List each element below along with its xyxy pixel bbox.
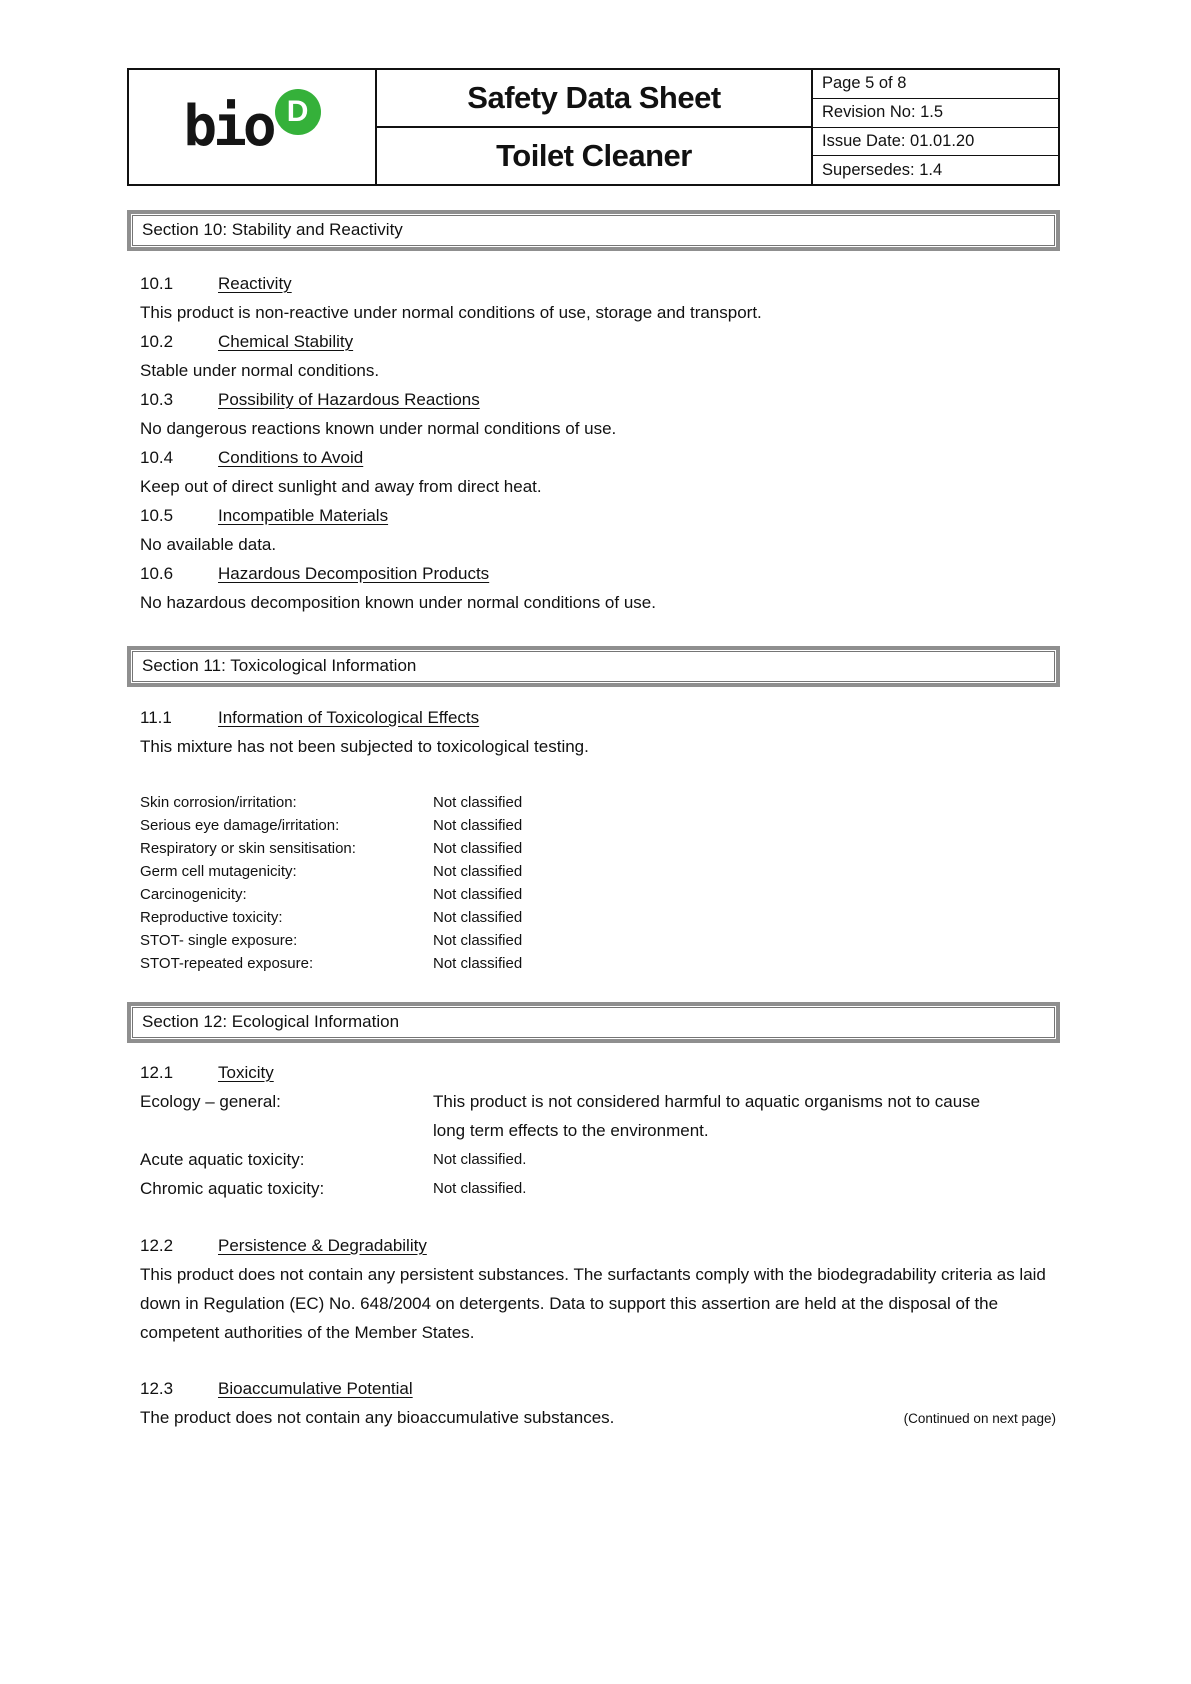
page-number: Page 5 of 8 — [822, 74, 907, 93]
bio-d-logo — [183, 87, 320, 167]
final-line — [140, 1403, 1056, 1432]
subsection-text: This product is non-reactive under normal conditions of use, storage and transport. — [140, 303, 762, 322]
document-title: Safety Data Sheet — [377, 70, 811, 128]
section-12-body — [140, 1058, 1056, 1432]
logo-d-badge-icon: D — [275, 89, 321, 135]
subsection-text: Stable under normal conditions. — [140, 361, 380, 380]
tox-label: Germ cell mutagenicity: — [140, 863, 297, 880]
subsection-title: Conditions to Avoid — [218, 448, 364, 467]
title-cell — [377, 70, 811, 184]
section-10-body — [140, 269, 1056, 617]
product-name: Toilet Cleaner — [496, 138, 692, 173]
subsection-title: Toxicity — [218, 1063, 274, 1082]
subsection-number: 10.6 — [140, 564, 174, 583]
tox-value: Not classified — [433, 932, 523, 949]
section-11-body — [140, 703, 1056, 975]
eco-label: Ecology – general: — [140, 1092, 281, 1111]
subsection-heading — [140, 385, 1056, 414]
document-header-table — [127, 68, 1060, 186]
section-12-header — [127, 1002, 1060, 1043]
eco-value: Not classified. — [433, 1180, 527, 1197]
subsection-number: 10.3 — [140, 390, 174, 409]
tox-value: Not classified — [433, 794, 523, 811]
tox-label: STOT-repeated exposure: — [140, 955, 314, 972]
supersedes: Supersedes: 1.4 — [813, 155, 1058, 184]
section-12-title: Section 12: Ecological Information — [132, 1007, 1055, 1038]
subsection-title: Information of Toxicological Effects — [218, 708, 480, 727]
subsection-title: Reactivity — [218, 274, 292, 293]
subsection-heading — [140, 443, 1056, 472]
subsection-title: Bioaccumulative Potential — [218, 1379, 413, 1398]
subsection-heading — [140, 501, 1056, 530]
revision-info-cell — [811, 70, 1058, 184]
tox-value: Not classified — [433, 840, 523, 857]
subsection-text: No dangerous reactions known under normal conditions of use. — [140, 419, 617, 438]
tox-label: Reproductive toxicity: — [140, 909, 283, 926]
subsection-heading — [140, 327, 1056, 356]
table-row — [140, 952, 1056, 975]
table-row — [140, 860, 1056, 883]
section-11-header — [127, 646, 1060, 687]
eco-label: Acute aquatic toxicity: — [140, 1150, 305, 1169]
subsection-number: 12.1 — [140, 1063, 174, 1082]
section-10-header — [127, 210, 1060, 251]
eco-value: Not classified. — [433, 1151, 527, 1168]
subsection-text: This mixture has not been subjected to toxicological testing. — [140, 737, 589, 756]
subsection-heading — [140, 1374, 1056, 1403]
tox-label: Skin corrosion/irritation: — [140, 794, 297, 811]
subsection-heading — [140, 1058, 1056, 1087]
subsection-number: 10.1 — [140, 274, 174, 293]
page-content — [127, 68, 1060, 1432]
table-row — [140, 791, 1056, 814]
tox-value: Not classified — [433, 817, 523, 834]
table-row — [140, 1087, 1056, 1145]
section-10-title: Section 10: Stability and Reactivity — [132, 215, 1055, 246]
table-row — [140, 1145, 1056, 1174]
subsection-title: Hazardous Decomposition Products — [218, 564, 490, 583]
subsection-text: No hazardous decomposition known under normal conditions of use. — [140, 593, 656, 612]
logo-text: bio — [183, 94, 273, 159]
table-row — [140, 883, 1056, 906]
subsection-heading — [140, 269, 1056, 298]
tox-value: Not classified — [433, 955, 523, 972]
section-11-title: Section 11: Toxicological Information — [132, 651, 1055, 682]
revision-number: Revision No: 1.5 — [813, 98, 1058, 127]
subsection-number: 11.1 — [140, 708, 172, 727]
subsection-number: 12.3 — [140, 1379, 174, 1398]
tox-label: STOT- single exposure: — [140, 932, 298, 949]
logo-cell — [129, 70, 377, 184]
subsection-number: 10.5 — [140, 506, 174, 525]
subsection-title: Incompatible Materials — [218, 506, 389, 525]
subsection-text: This product does not contain any persistent substances. The surfactants comply with the biodegradability criteria as laid down in Regulation (EC) No. 648/2004 on detergents. Data to support this assertion are held at the disposal of the competent authorities of the Member States. — [140, 1265, 1046, 1342]
subsection-text: No available data. — [140, 535, 277, 554]
subsection-title: Chemical Stability — [218, 332, 354, 351]
tox-value: Not classified — [433, 863, 523, 880]
subsection-heading — [140, 1231, 1056, 1260]
subsection-number: 10.2 — [140, 332, 174, 351]
subsection-number: 12.2 — [140, 1236, 174, 1255]
subsection-title: Possibility of Hazardous Reactions — [218, 390, 480, 409]
issue-date: Issue Date: 01.01.20 — [813, 127, 1058, 156]
tox-label: Respiratory or skin sensitisation: — [140, 840, 356, 857]
eco-value: This product is not considered harmful to aquatic organisms not to cause long term effects to the environment. — [433, 1092, 981, 1140]
tox-label: Carcinogenicity: — [140, 886, 247, 903]
table-row — [140, 814, 1056, 837]
subsection-text: Keep out of direct sunlight and away from direct heat. — [140, 477, 542, 496]
subsection-heading — [140, 559, 1056, 588]
subsection-text: The product does not contain any bioaccumulative substances. — [140, 1408, 615, 1427]
table-row — [140, 837, 1056, 860]
subsection-title: Persistence & Degradability — [218, 1236, 427, 1255]
tox-label: Serious eye damage/irritation: — [140, 817, 340, 834]
subsection-heading — [140, 703, 1056, 732]
table-row — [140, 929, 1056, 952]
tox-value: Not classified — [433, 886, 523, 903]
table-row — [140, 1174, 1056, 1203]
tox-value: Not classified — [433, 909, 523, 926]
continued-on-next-page-note: (Continued on next page) — [903, 1411, 1056, 1426]
table-row — [140, 906, 1056, 929]
subsection-number: 10.4 — [140, 448, 174, 467]
toxicology-classification-table — [140, 791, 1056, 975]
eco-label: Chromic aquatic toxicity: — [140, 1179, 325, 1198]
